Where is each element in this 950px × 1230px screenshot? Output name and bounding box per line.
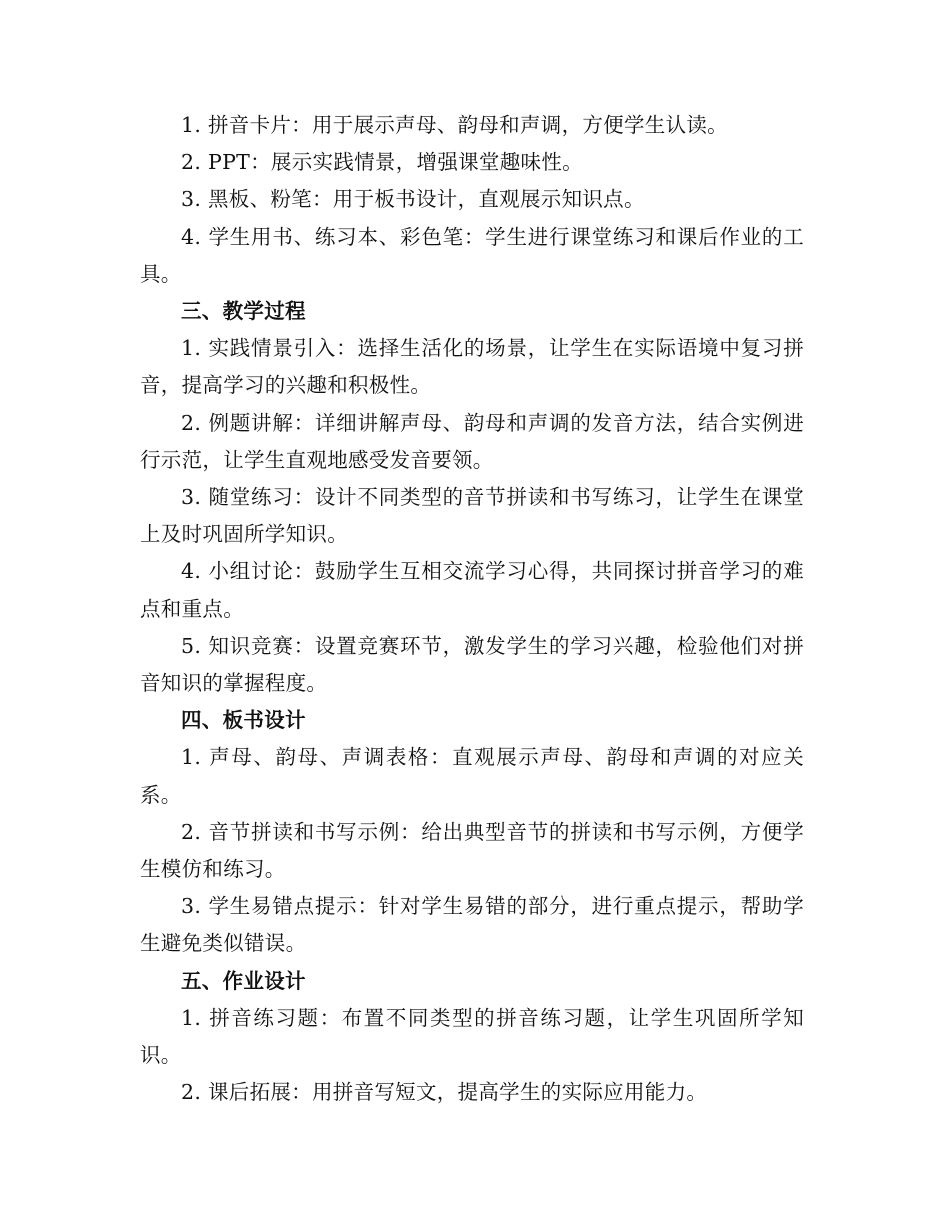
list-item: 2. PPT：展示实践情景，增强课堂趣味性。 bbox=[181, 150, 583, 175]
list-item: 2. 例题讲解：详细讲解声母、韵母和声调的发音方法，结合实例进行示范，让学生直观地感受发音要领。 bbox=[140, 410, 804, 472]
list-item: 5. 知识竞赛：设置竞赛环节，激发学生的学习兴趣，检验他们对拼音知识的掌握程度。 bbox=[140, 633, 804, 696]
list-item: 4. 小组讨论：鼓励学生互相交流学习心得，共同探讨拼音学习的难点和重点。 bbox=[140, 559, 804, 621]
list-item: 2. 课后拓展：用拼音写短文，提高学生的实际应用能力。 bbox=[181, 1080, 708, 1105]
list-item: 3. 黑板、粉笔：用于板书设计，直观展示知识点。 bbox=[181, 187, 645, 212]
list-item: 3. 随堂练习：设计不同类型的音节拼读和书写练习，让学生在课堂上及时巩固所学知识。 bbox=[140, 485, 804, 547]
section-heading: 四、板书设计 bbox=[181, 708, 306, 733]
list-item: 3. 学生易错点提示：针对学生易错的部分，进行重点提示，帮助学生避免类似错误。 bbox=[140, 894, 804, 956]
list-item: 1. 实践情景引入：选择生活化的场景，让学生在实际语境中复习拼音，提高学习的兴趣和积极性。 bbox=[140, 336, 804, 398]
list-item: 1. 拼音练习题：布置不同类型的拼音练习题，让学生巩固所学知识。 bbox=[140, 1005, 804, 1068]
list-item: 1. 声母、韵母、声调表格：直观展示声母、韵母和声调的对应关系。 bbox=[140, 745, 804, 807]
section-heading: 五、作业设计 bbox=[181, 968, 306, 993]
section-heading: 三、教学过程 bbox=[181, 299, 306, 324]
list-item: 2. 音节拼读和书写示例：给出典型音节的拼读和书写示例，方便学生模仿和练习。 bbox=[140, 819, 804, 882]
document-page bbox=[140, 107, 804, 1111]
list-item: 4. 学生用书、练习本、彩色笔：学生进行课堂练习和课后作业的工具。 bbox=[140, 224, 804, 286]
list-item: 1. 拼音卡片：用于展示声母、韵母和声调，方便学生认读。 bbox=[181, 113, 728, 137]
